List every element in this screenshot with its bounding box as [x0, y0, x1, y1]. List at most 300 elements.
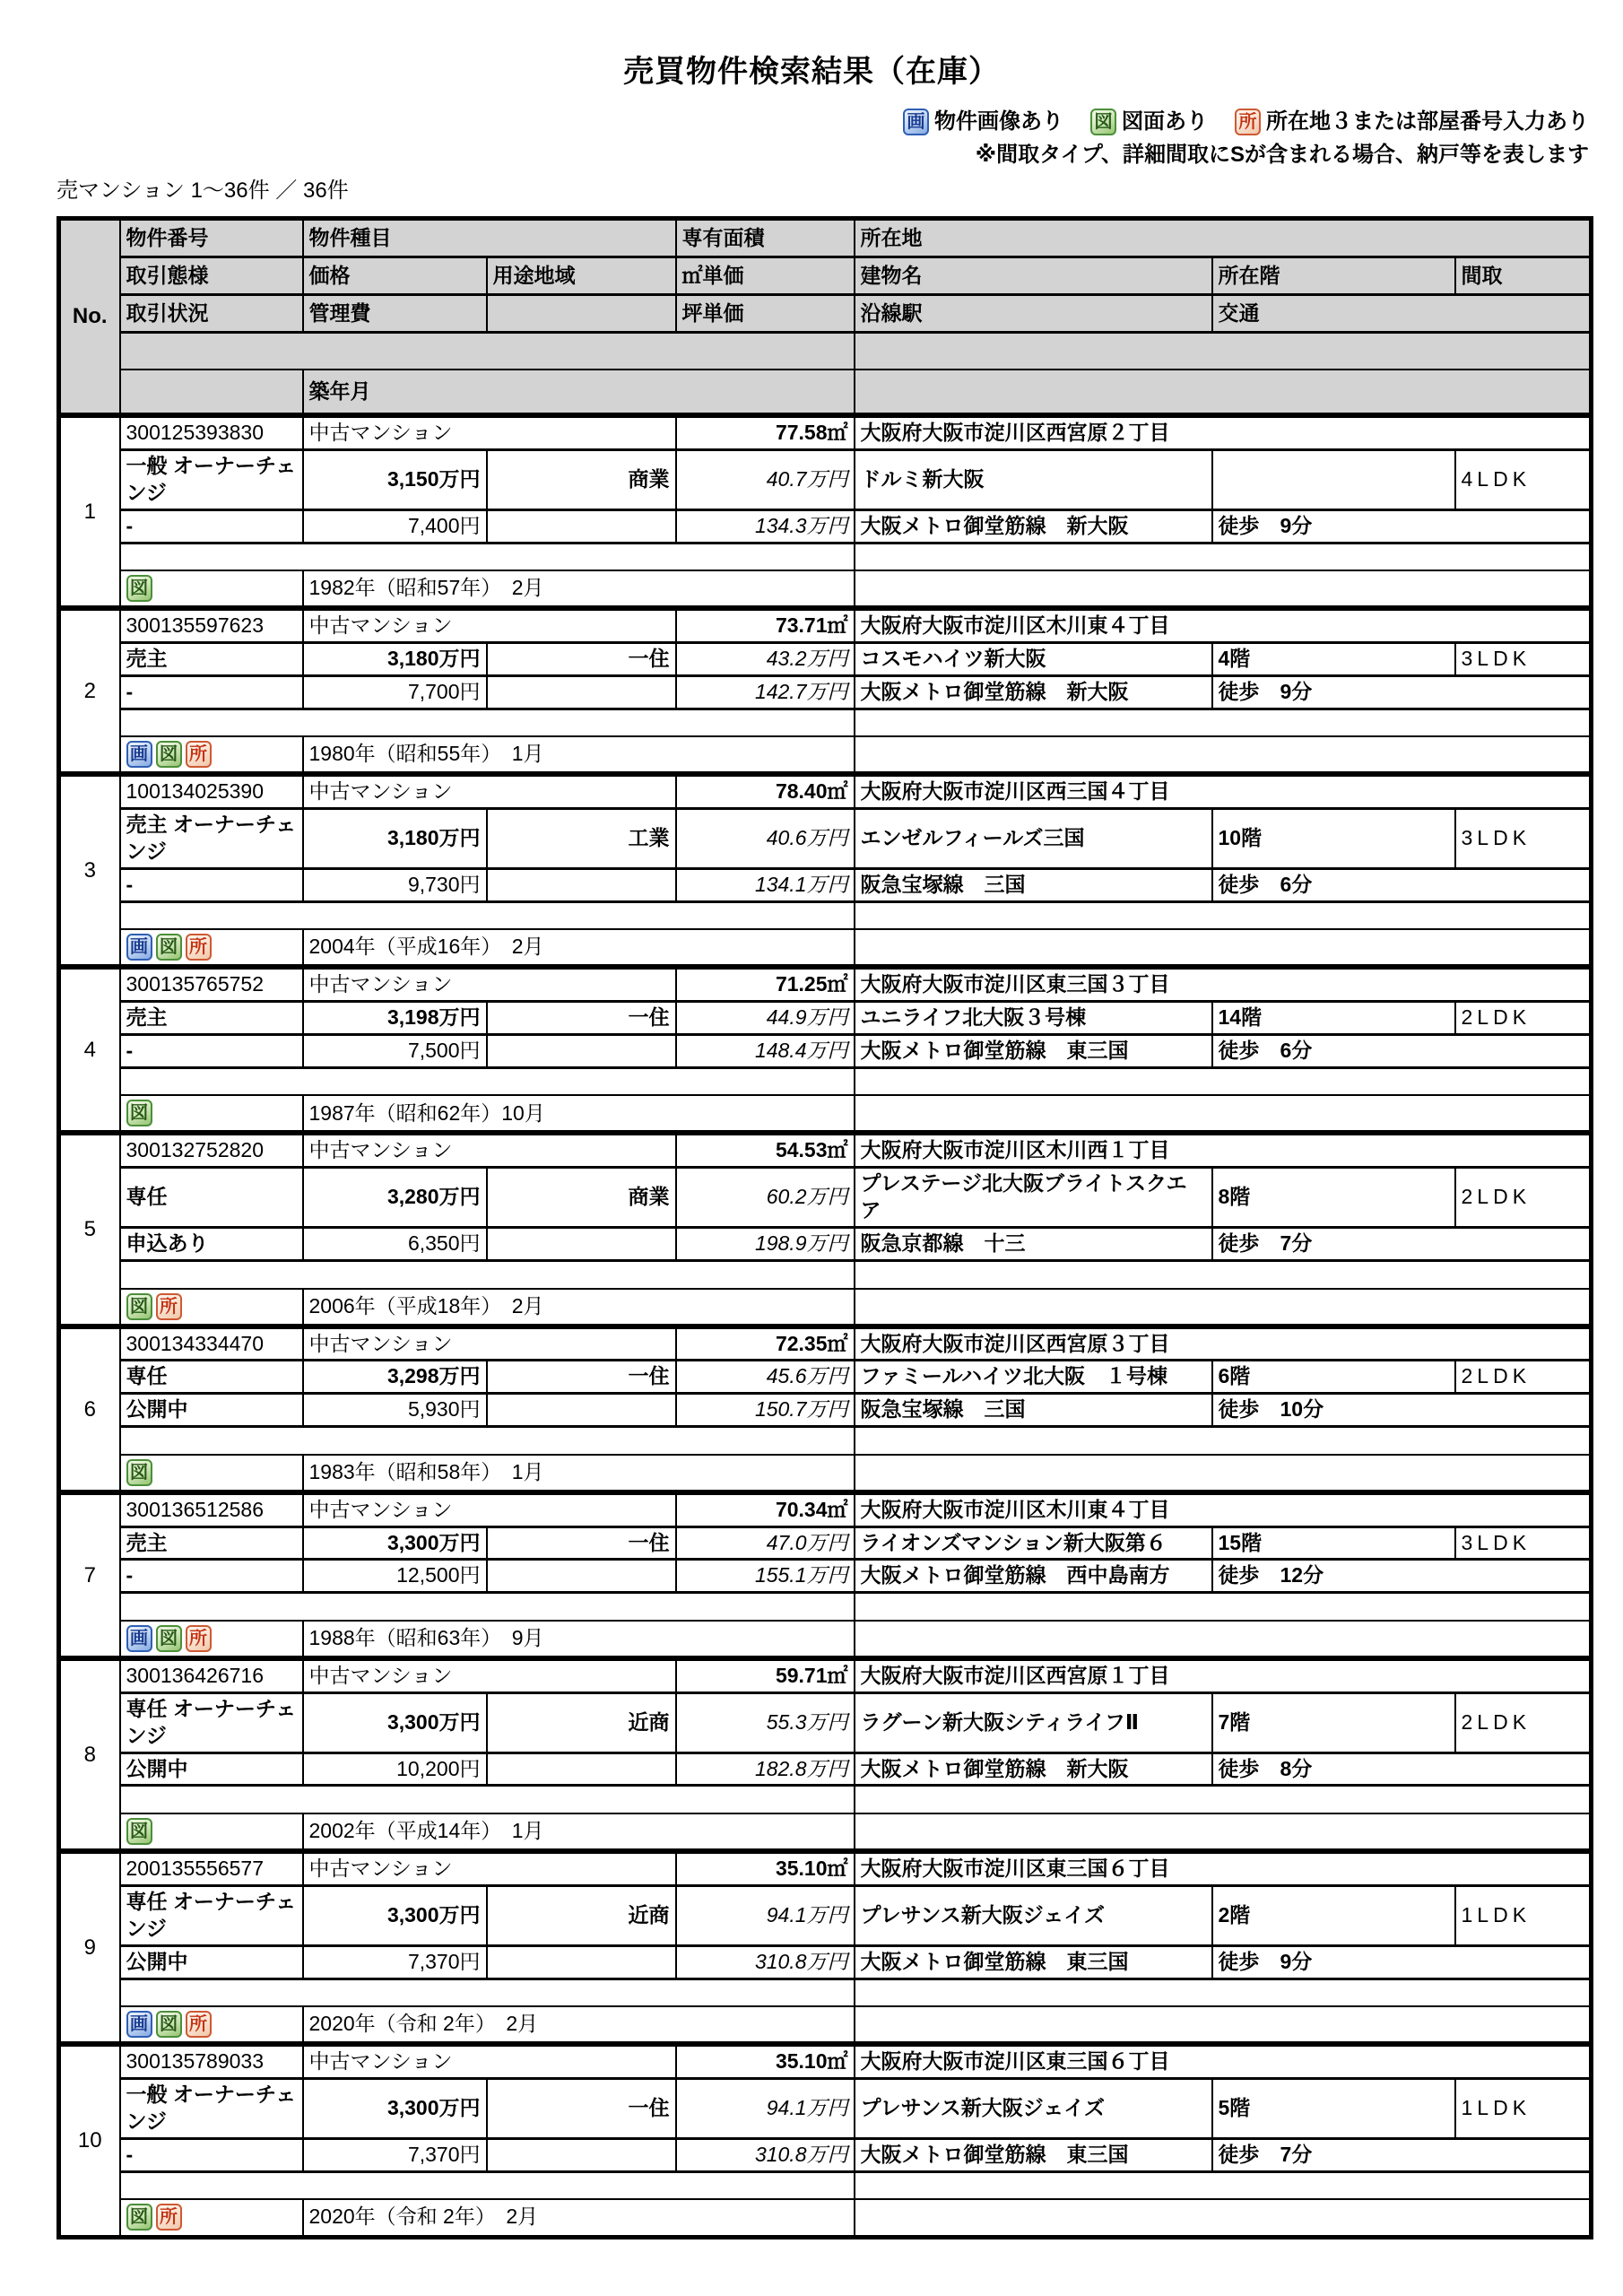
cell-empty	[855, 709, 1592, 736]
floorplan-badge-icon: 図	[156, 2011, 182, 2038]
cell-transaction-type: 売主	[120, 642, 303, 675]
location-badge-icon: 所	[1235, 109, 1261, 135]
cell-no: 1	[59, 415, 120, 608]
cell-empty	[855, 1786, 1592, 1813]
table-header	[59, 219, 1592, 416]
cell-built: 2002年（平成14年） 1月	[303, 1813, 855, 1851]
cell-management-fee: 10,200円	[303, 1752, 487, 1786]
cell-area: 73.71㎡	[676, 608, 855, 642]
cell-empty	[855, 1455, 1592, 1492]
cell-empty	[487, 868, 676, 901]
cell-building-name: ラグーン新大阪シティライフⅡ	[855, 1692, 1212, 1752]
cell-building-name: プレステージ北大阪ブライトスクエア	[855, 1168, 1212, 1228]
listing-row-sub	[59, 1228, 1592, 1261]
cell-floor: 4階	[1212, 642, 1455, 675]
cell-floor: 6階	[1212, 1361, 1455, 1394]
cell-empty	[855, 1427, 1592, 1455]
listing-row-gap	[59, 1261, 1592, 1289]
listing-row-head	[59, 1326, 1592, 1361]
cell-management-fee: 5,930円	[303, 1394, 487, 1427]
listing-row-head	[59, 2044, 1592, 2078]
cell-property-number: 300135597623	[120, 608, 303, 642]
cell-no: 4	[59, 967, 120, 1133]
cell-empty	[855, 1593, 1592, 1621]
listing-row-main	[59, 809, 1592, 869]
cell-address: 大阪府大阪市淀川区東三国６丁目	[855, 2044, 1592, 2078]
listing-row-foot	[59, 570, 1592, 608]
cell-no: 7	[59, 1492, 120, 1658]
cell-status: 公開中	[120, 1394, 303, 1427]
cell-floor: 2階	[1212, 1885, 1455, 1945]
cell-zoning: 一住	[487, 1361, 676, 1394]
cell-area: 35.10㎡	[676, 2044, 855, 2078]
cell-empty	[855, 570, 1592, 608]
listing-row-gap	[59, 1427, 1592, 1455]
listing-row-foot	[59, 1455, 1592, 1492]
header-transaction-type: 取引態様	[120, 257, 303, 295]
cell-unit-price-sqm: 43.2万円	[676, 642, 855, 675]
cell-line-station: 阪急京都線 十三	[855, 1228, 1212, 1261]
listing-row-main	[59, 1692, 1592, 1752]
location-badge-icon: 所	[186, 934, 212, 961]
cell-price: 3,300万円	[303, 2078, 487, 2138]
cell-area: 78.40㎡	[676, 774, 855, 808]
cell-transaction-type: 専任 オーナーチェンジ	[120, 1885, 303, 1945]
cell-building-name: プレサンス新大阪ジェイズ	[855, 2078, 1212, 2138]
floorplan-badge-icon: 図	[156, 934, 182, 961]
cell-unit-price-tsubo: 198.9万円	[676, 1228, 855, 1261]
cell-property-type: 中古マンション	[303, 967, 676, 1001]
cell-area: 71.25㎡	[676, 967, 855, 1001]
cell-property-number: 300132752820	[120, 1133, 303, 1167]
listing-row-head	[59, 1492, 1592, 1526]
listing-row-sub	[59, 2138, 1592, 2171]
cell-property-type: 中古マンション	[303, 2044, 676, 2078]
cell-zoning: 近商	[487, 1885, 676, 1945]
cell-transaction-type: 専任	[120, 1361, 303, 1394]
cell-no: 9	[59, 1851, 120, 2044]
cell-unit-price-sqm: 40.6万円	[676, 809, 855, 869]
cell-floor: 14階	[1212, 1002, 1455, 1035]
cell-address: 大阪府大阪市淀川区木川東４丁目	[855, 1492, 1592, 1526]
badge-icons	[126, 2011, 297, 2038]
cell-floor: 7階	[1212, 1692, 1455, 1752]
legend-note: ※間取タイプ、詳細間取にSが含まれる場合、納戸等を表します	[975, 143, 1589, 167]
cell-floor	[1212, 449, 1455, 509]
cell-transaction-type: 専任 オーナーチェンジ	[120, 1692, 303, 1752]
cell-transaction-type: 売主	[120, 1002, 303, 1035]
header-management-fee: 管理費	[303, 295, 487, 333]
floorplan-badge-icon: 図	[1090, 109, 1116, 135]
cell-price: 3,280万円	[303, 1168, 487, 1228]
listing-row-foot	[59, 736, 1592, 774]
listing-row-main	[59, 1361, 1592, 1394]
cell-access: 徒歩 6分	[1212, 1035, 1592, 1068]
cell-area: 70.34㎡	[676, 1492, 855, 1526]
listing-row-sub	[59, 1394, 1592, 1427]
cell-layout: 4LDK	[1455, 449, 1592, 509]
cell-property-type: 中古マンション	[303, 774, 676, 808]
listing-row-sub	[59, 868, 1592, 901]
listings-body	[59, 415, 1592, 2237]
cell-line-station: 大阪メトロ御堂筋線 新大阪	[855, 675, 1212, 709]
cell-property-type: 中古マンション	[303, 1851, 676, 1885]
cell-property-number: 300125393830	[120, 415, 303, 449]
floorplan-badge-icon: 図	[126, 1459, 152, 1486]
header-zoning: 用途地域	[487, 257, 676, 295]
badge-icons	[126, 1459, 297, 1486]
listing-row-foot	[59, 929, 1592, 967]
listing-row-head	[59, 415, 1592, 449]
listing-row-head	[59, 608, 1592, 642]
listing-row-sub	[59, 675, 1592, 709]
cell-property-number: 300135789033	[120, 2044, 303, 2078]
image-badge-icon: 画	[903, 109, 929, 135]
cell-badges	[120, 1289, 303, 1326]
listing-row-foot	[59, 2199, 1592, 2237]
cell-property-number: 300136512586	[120, 1492, 303, 1526]
legend-label-location: 所在地３または部屋番号入力あり	[1266, 109, 1589, 134]
cell-empty	[487, 1394, 676, 1427]
cell-empty	[855, 1067, 1592, 1095]
cell-layout: 2LDK	[1455, 1002, 1592, 1035]
listing-row-gap	[59, 2171, 1592, 2199]
listing-row-gap	[59, 1067, 1592, 1095]
legend-line	[56, 107, 1589, 137]
floorplan-badge-icon: 図	[126, 2204, 152, 2231]
cell-empty	[120, 2171, 855, 2199]
cell-unit-price-tsubo: 310.8万円	[676, 2138, 855, 2171]
cell-empty	[487, 509, 676, 543]
cell-badges	[120, 736, 303, 774]
cell-status: 申込あり	[120, 1228, 303, 1261]
cell-status: -	[120, 509, 303, 543]
cell-line-station: 阪急宝塚線 三国	[855, 1394, 1212, 1427]
listing-row-gap	[59, 543, 1592, 570]
legend-label-floorplan: 図面あり	[1122, 109, 1208, 134]
cell-zoning: 工業	[487, 809, 676, 869]
cell-badges	[120, 1813, 303, 1851]
cell-badges	[120, 929, 303, 967]
listing-row-main	[59, 1885, 1592, 1945]
header-address: 所在地	[855, 219, 1592, 257]
cell-built: 1983年（昭和58年） 1月	[303, 1455, 855, 1492]
cell-layout: 3LDK	[1455, 1526, 1592, 1560]
header-empty	[120, 370, 303, 415]
cell-layout: 2LDK	[1455, 1361, 1592, 1394]
cell-zoning: 一住	[487, 1526, 676, 1560]
badge-icons	[126, 2204, 297, 2231]
cell-no: 3	[59, 774, 120, 967]
listing-row-sub	[59, 1560, 1592, 1593]
header-property-number: 物件番号	[120, 219, 303, 257]
badge-icons	[126, 741, 297, 768]
cell-unit-price-sqm: 94.1万円	[676, 2078, 855, 2138]
page-title: 売買物件検索結果（在庫）	[623, 55, 1000, 89]
cell-building-name: ドルミ新大阪	[855, 449, 1212, 509]
cell-badges	[120, 2006, 303, 2044]
cell-empty	[487, 1945, 676, 1979]
cell-empty	[487, 1035, 676, 1068]
listing-row-main	[59, 1002, 1592, 1035]
cell-access: 徒歩 12分	[1212, 1560, 1592, 1593]
cell-status: -	[120, 1560, 303, 1593]
header-access: 交通	[1212, 295, 1592, 333]
cell-status: -	[120, 868, 303, 901]
listing-row-sub	[59, 509, 1592, 543]
cell-unit-price-sqm: 40.7万円	[676, 449, 855, 509]
cell-address: 大阪府大阪市淀川区東三国６丁目	[855, 1851, 1592, 1885]
listing-row-gap	[59, 1979, 1592, 2006]
cell-property-type: 中古マンション	[303, 1492, 676, 1526]
cell-access: 徒歩 8分	[1212, 1752, 1592, 1786]
listing-row-sub	[59, 1752, 1592, 1786]
badge-icons	[126, 1818, 297, 1845]
cell-layout: 2LDK	[1455, 1168, 1592, 1228]
cell-line-station: 大阪メトロ御堂筋線 東三国	[855, 1945, 1212, 1979]
cell-built: 2020年（令和 2年） 2月	[303, 2006, 855, 2044]
badge-icons	[126, 575, 297, 602]
location-badge-icon: 所	[186, 741, 212, 768]
cell-unit-price-tsubo: 150.7万円	[676, 1394, 855, 1427]
floorplan-badge-icon: 図	[156, 1625, 182, 1652]
cell-transaction-type: 売主 オーナーチェンジ	[120, 809, 303, 869]
image-badge-icon: 画	[126, 1625, 152, 1652]
cell-empty	[120, 1427, 855, 1455]
location-badge-icon: 所	[186, 2011, 212, 2038]
cell-address: 大阪府大阪市淀川区西宮原２丁目	[855, 415, 1592, 449]
cell-unit-price-tsubo: 310.8万円	[676, 1945, 855, 1979]
cell-badges	[120, 2199, 303, 2237]
cell-building-name: コスモハイツ新大阪	[855, 642, 1212, 675]
badge-icons	[126, 1100, 297, 1126]
cell-empty	[855, 2171, 1592, 2199]
cell-price: 3,198万円	[303, 1002, 487, 1035]
cell-empty	[855, 1979, 1592, 2006]
cell-zoning: 商業	[487, 1168, 676, 1228]
cell-property-type: 中古マンション	[303, 1658, 676, 1692]
result-count: 売マンション 1〜36件 ／ 36件	[56, 178, 349, 203]
listing-row-foot	[59, 2006, 1592, 2044]
cell-empty	[855, 929, 1592, 967]
header-no: No.	[59, 219, 120, 416]
cell-line-station: 大阪メトロ御堂筋線 西中島南方	[855, 1560, 1212, 1593]
header-building-name: 建物名	[855, 257, 1212, 295]
cell-address: 大阪府大阪市淀川区東三国３丁目	[855, 967, 1592, 1001]
results-table	[56, 216, 1593, 2239]
header-area: 専有面積	[676, 219, 855, 257]
location-badge-icon: 所	[156, 1293, 182, 1320]
cell-floor: 8階	[1212, 1168, 1455, 1228]
header-property-type: 物件種目	[303, 219, 676, 257]
header-layout: 間取	[1455, 257, 1592, 295]
listing-row-head	[59, 967, 1592, 1001]
cell-badges	[120, 1095, 303, 1133]
cell-no: 2	[59, 608, 120, 774]
badge-icons	[126, 1293, 297, 1320]
cell-status: -	[120, 2138, 303, 2171]
listing-row-sub	[59, 1035, 1592, 1068]
listing-row-gap	[59, 709, 1592, 736]
cell-unit-price-sqm: 44.9万円	[676, 1002, 855, 1035]
listing-row-gap	[59, 901, 1592, 929]
header-line-station: 沿線駅	[855, 295, 1212, 333]
cell-access: 徒歩 9分	[1212, 509, 1592, 543]
header-empty	[855, 333, 1592, 370]
cell-empty	[855, 2006, 1592, 2044]
cell-layout: 3LDK	[1455, 809, 1592, 869]
cell-empty	[120, 1067, 855, 1095]
cell-unit-price-sqm: 45.6万円	[676, 1361, 855, 1394]
listing-row-main	[59, 642, 1592, 675]
cell-empty	[120, 543, 855, 570]
cell-address: 大阪府大阪市淀川区木川東４丁目	[855, 608, 1592, 642]
cell-empty	[487, 1228, 676, 1261]
cell-no: 10	[59, 2044, 120, 2237]
cell-unit-price-tsubo: 182.8万円	[676, 1752, 855, 1786]
cell-management-fee: 7,500円	[303, 1035, 487, 1068]
cell-access: 徒歩 10分	[1212, 1394, 1592, 1427]
header-built: 築年月	[303, 370, 855, 415]
listing-row-foot	[59, 1095, 1592, 1133]
cell-empty	[855, 1813, 1592, 1851]
floorplan-badge-icon: 図	[126, 1100, 152, 1126]
header-unit-price-tsubo: 坪単価	[676, 295, 855, 333]
cell-transaction-type: 一般 オーナーチェンジ	[120, 2078, 303, 2138]
floorplan-badge-icon: 図	[126, 1818, 152, 1845]
listing-row-gap	[59, 1593, 1592, 1621]
floorplan-badge-icon: 図	[126, 1293, 152, 1320]
cell-management-fee: 7,700円	[303, 675, 487, 709]
cell-unit-price-tsubo: 148.4万円	[676, 1035, 855, 1068]
listing-row-sub	[59, 1945, 1592, 1979]
cell-floor: 5階	[1212, 2078, 1455, 2138]
listing-row-foot	[59, 1289, 1592, 1326]
cell-address: 大阪府大阪市淀川区西宮原３丁目	[855, 1326, 1592, 1361]
cell-empty	[855, 736, 1592, 774]
cell-empty	[120, 709, 855, 736]
cell-empty	[487, 1560, 676, 1593]
listing-row-head	[59, 774, 1592, 808]
cell-line-station: 阪急宝塚線 三国	[855, 868, 1212, 901]
header-floor: 所在階	[1212, 257, 1455, 295]
cell-built: 1982年（昭和57年） 2月	[303, 570, 855, 608]
cell-property-number: 300134334470	[120, 1326, 303, 1361]
listing-row-foot	[59, 1813, 1592, 1851]
cell-management-fee: 7,370円	[303, 2138, 487, 2171]
cell-access: 徒歩 9分	[1212, 675, 1592, 709]
cell-address: 大阪府大阪市淀川区西三国４丁目	[855, 774, 1592, 808]
cell-status: -	[120, 675, 303, 709]
cell-unit-price-tsubo: 155.1万円	[676, 1560, 855, 1593]
cell-property-type: 中古マンション	[303, 608, 676, 642]
cell-property-number: 100134025390	[120, 774, 303, 808]
cell-area: 72.35㎡	[676, 1326, 855, 1361]
cell-unit-price-sqm: 47.0万円	[676, 1526, 855, 1560]
cell-management-fee: 6,350円	[303, 1228, 487, 1261]
cell-badges	[120, 1621, 303, 1658]
cell-status: 公開中	[120, 1945, 303, 1979]
cell-empty	[120, 1786, 855, 1813]
cell-access: 徒歩 7分	[1212, 1228, 1592, 1261]
cell-property-number: 200135556577	[120, 1851, 303, 1885]
cell-built: 2004年（平成16年） 2月	[303, 929, 855, 967]
cell-empty	[120, 1593, 855, 1621]
cell-empty	[487, 1752, 676, 1786]
cell-status: 公開中	[120, 1752, 303, 1786]
cell-building-name: ユニライフ北大阪３号棟	[855, 1002, 1212, 1035]
cell-badges	[120, 570, 303, 608]
cell-transaction-type: 専任	[120, 1168, 303, 1228]
cell-zoning: 商業	[487, 449, 676, 509]
cell-building-name: プレサンス新大阪ジェイズ	[855, 1885, 1212, 1945]
cell-empty	[120, 1261, 855, 1289]
location-badge-icon: 所	[186, 1625, 212, 1652]
cell-no: 6	[59, 1326, 120, 1492]
header-status: 取引状況	[120, 295, 303, 333]
cell-building-name: ファミールハイツ北大阪 １号棟	[855, 1361, 1212, 1394]
header-empty	[487, 295, 676, 333]
header-empty	[120, 333, 855, 370]
listing-row-main	[59, 449, 1592, 509]
cell-no: 8	[59, 1658, 120, 1851]
cell-unit-price-tsubo: 142.7万円	[676, 675, 855, 709]
cell-price: 3,300万円	[303, 1526, 487, 1560]
cell-line-station: 大阪メトロ御堂筋線 東三国	[855, 1035, 1212, 1068]
cell-floor: 10階	[1212, 809, 1455, 869]
cell-access: 徒歩 6分	[1212, 868, 1592, 901]
cell-badges	[120, 1455, 303, 1492]
cell-zoning: 近商	[487, 1692, 676, 1752]
image-badge-icon: 画	[126, 934, 152, 961]
cell-area: 77.58㎡	[676, 415, 855, 449]
location-badge-icon: 所	[156, 2204, 182, 2231]
floorplan-badge-icon: 図	[156, 741, 182, 768]
cell-address: 大阪府大阪市淀川区木川西１丁目	[855, 1133, 1592, 1167]
cell-empty	[855, 543, 1592, 570]
listing-row-foot	[59, 1621, 1592, 1658]
cell-unit-price-tsubo: 134.1万円	[676, 868, 855, 901]
badge-icons	[126, 934, 297, 961]
image-badge-icon: 画	[126, 2011, 152, 2038]
cell-built: 1988年（昭和63年） 9月	[303, 1621, 855, 1658]
cell-unit-price-tsubo: 134.3万円	[676, 509, 855, 543]
cell-layout: 1LDK	[1455, 1885, 1592, 1945]
cell-empty	[487, 675, 676, 709]
cell-property-number: 300136426716	[120, 1658, 303, 1692]
header-empty	[855, 370, 1592, 415]
cell-address: 大阪府大阪市淀川区西宮原１丁目	[855, 1658, 1592, 1692]
cell-zoning: 一住	[487, 1002, 676, 1035]
cell-transaction-type: 一般 オーナーチェンジ	[120, 449, 303, 509]
cell-empty	[855, 2199, 1592, 2237]
cell-empty	[855, 1095, 1592, 1133]
cell-line-station: 大阪メトロ御堂筋線 東三国	[855, 2138, 1212, 2171]
listing-row-gap	[59, 1786, 1592, 1813]
cell-management-fee: 7,400円	[303, 509, 487, 543]
cell-access: 徒歩 7分	[1212, 2138, 1592, 2171]
cell-built: 1980年（昭和55年） 1月	[303, 736, 855, 774]
cell-property-type: 中古マンション	[303, 415, 676, 449]
cell-no: 5	[59, 1133, 120, 1326]
legend-label-image: 物件画像あり	[934, 109, 1063, 134]
cell-area: 54.53㎡	[676, 1133, 855, 1167]
floorplan-badge-icon: 図	[126, 575, 152, 602]
cell-property-type: 中古マンション	[303, 1133, 676, 1167]
cell-line-station: 大阪メトロ御堂筋線 新大阪	[855, 1752, 1212, 1786]
listing-row-head	[59, 1851, 1592, 1885]
cell-unit-price-sqm: 55.3万円	[676, 1692, 855, 1752]
